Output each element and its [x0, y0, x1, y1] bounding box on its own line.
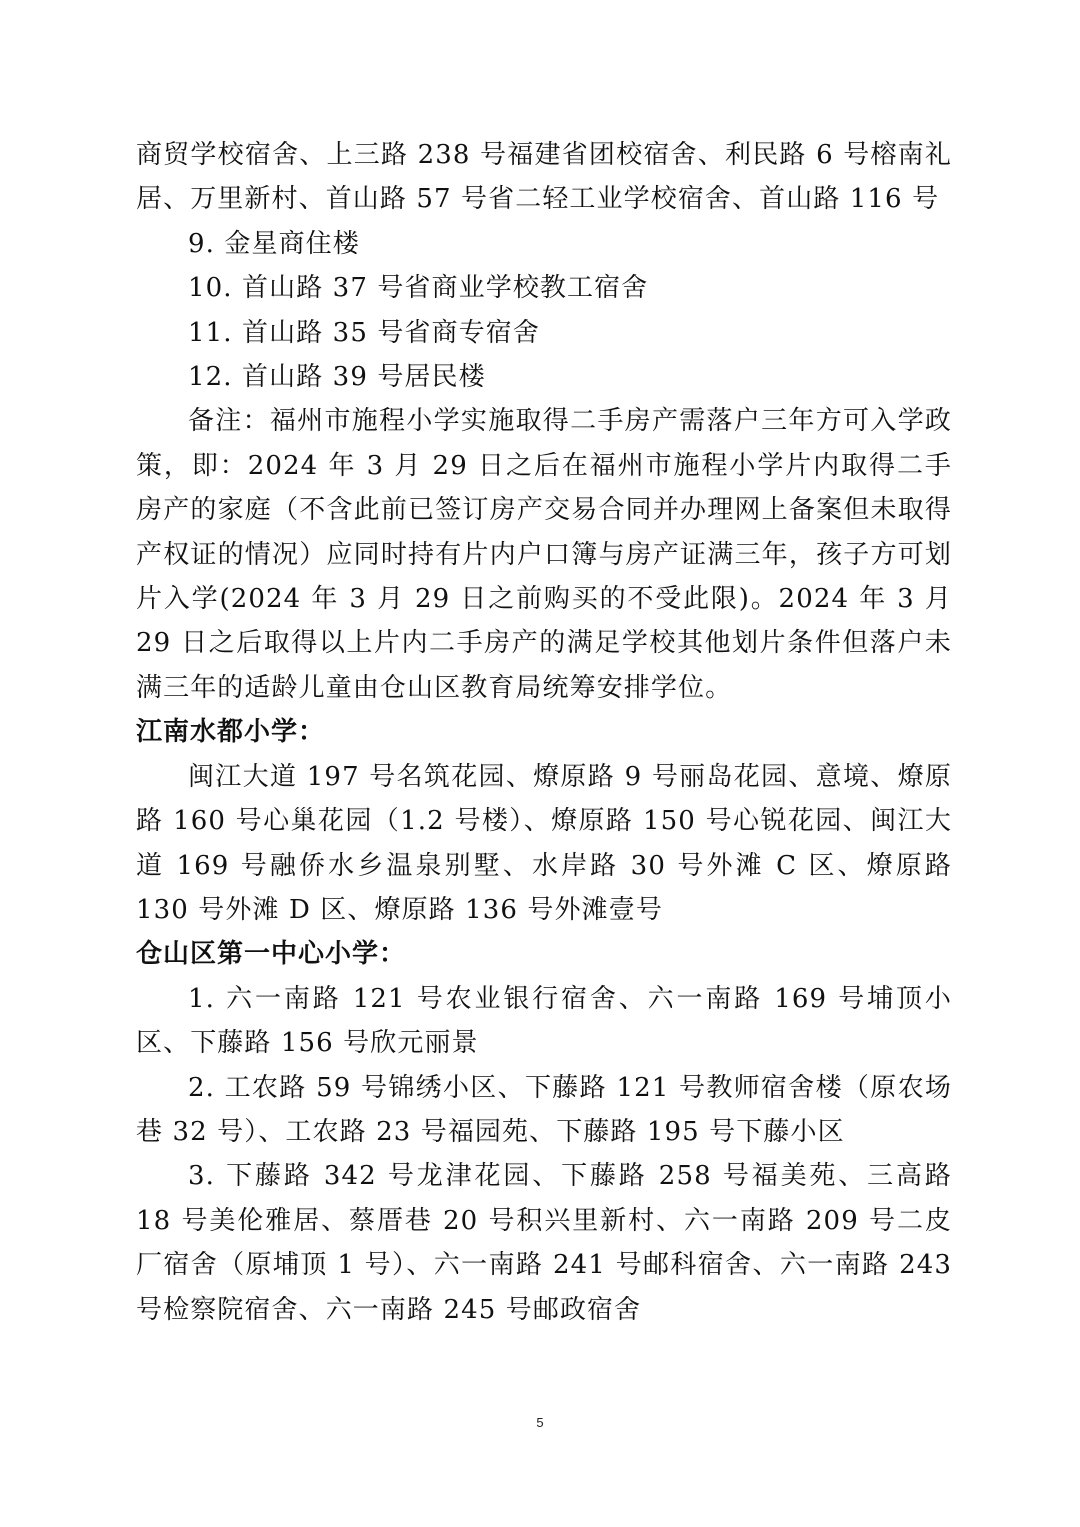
list-item-2: 2. 工农路 59 号锦绣小区、下藤路 121 号教师宿舍楼（原农场巷 32 号）、工农路 23 号福园苑、下藤路 195 号下藤小区 — [136, 1072, 952, 1147]
list-item-3: 3. 下藤路 342 号龙津花园、下藤路 258 号福美苑、三高路 18 号美伦雅居、蔡厝巷 20 号积兴里新村、六一南路 209 号二皮厂宿舍（原埔顶 1 号）、六一南路 241 号邮科宿舍、六一南路 243 号检察院宿舍、六一南路 245 号邮政宿舍 — [136, 1161, 952, 1325]
page-number: 5 — [536, 1415, 544, 1430]
list-item-11: 11. 首山路 35 号省商专宿舍 — [188, 317, 540, 348]
jiangnan-shuidu-address-list: 闽江大道 197 号名筑花园、燎原路 9 号丽岛花园、意境、燎原路 160 号心巢花园（1.2 号楼）、燎原路 150 号心锐花园、闽江大道 169 号融侨水乡温泉别墅、水岸路 30 号外滩 C 区、燎原路 130 号外滩 D 区、燎原路 136 号外滩壹号 — [136, 761, 952, 925]
remarks-paragraph: 备注：福州市施程小学实施取得二手房产需落户三年方可入学政策，即：2024 年 3 月 29 日之后在福州市施程小学片内取得二手房产的家庭（不含此前已签订房产交易合同并办理网上备案但未取得产权证的情况）应同时持有片内户口簿与房产证满三年，孩子方可划片入学(2024 年 3 月 29 日之前购买的不受此限)。2024 年 3 月 29 日之后取得以上片内二手房产的满足学校其他划片条件但落户未满三年的适龄儿童由仓山区教育局统筹安排学位。 — [136, 406, 952, 703]
list-item-1: 1. 六一南路 121 号农业银行宿舍、六一南路 169 号埔顶小区、下藤路 156 号欣元丽景 — [136, 983, 952, 1059]
document-body — [136, 133, 952, 1332]
address-list-continuation: 商贸学校宿舍、上三路 238 号福建省团校宿舍、利民路 6 号榕南礼居、万里新村、首山路 57 号省二轻工业学校宿舍、首山路 116 号 — [136, 140, 952, 215]
list-item-10: 10. 首山路 37 号省商业学校教工宿舍 — [188, 273, 649, 304]
list-item-12: 12. 首山路 39 号居民楼 — [188, 362, 486, 393]
school-heading-jiangnan-shuidu: 江南水都小学： — [136, 717, 326, 748]
list-item-9: 9. 金星商住楼 — [188, 228, 360, 259]
school-heading-cangshan-first-central: 仓山区第一中心小学： — [136, 939, 407, 970]
